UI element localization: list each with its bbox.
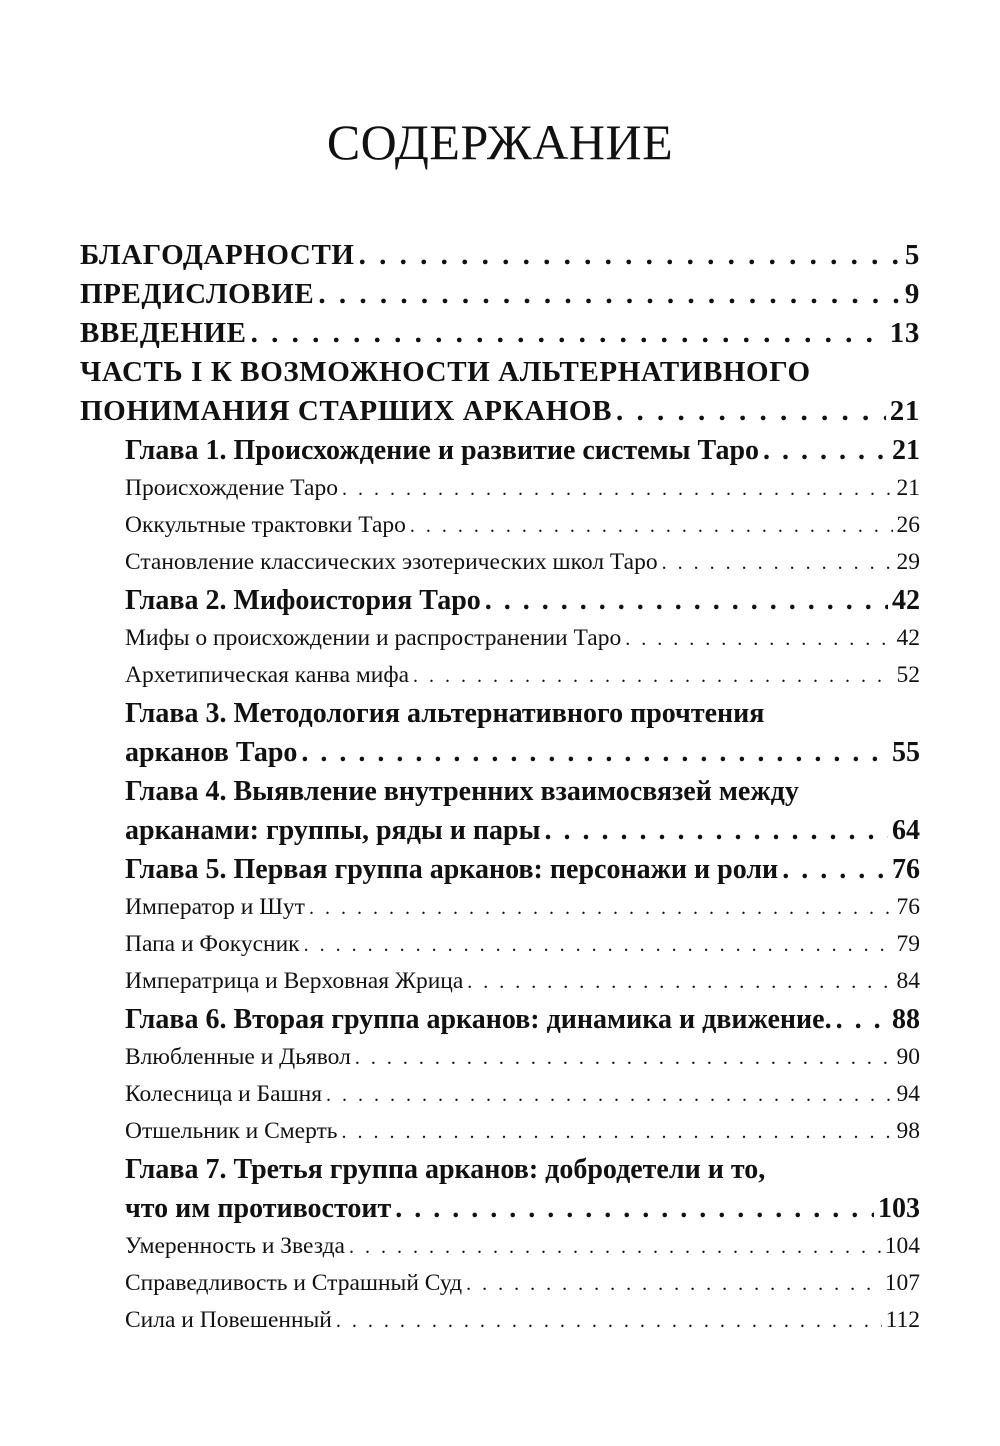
dot-leader xyxy=(410,508,893,544)
toc-entry-title: ВВЕДЕНИЕ xyxy=(80,317,247,349)
toc-entry-glava-5[interactable] xyxy=(80,850,920,889)
toc-entry-title: Глава 6. Вторая группа арканов: динамика и движение. xyxy=(125,1004,832,1035)
dot-leader xyxy=(251,314,886,353)
toc-entry-s-5-1[interactable] xyxy=(80,889,920,926)
toc-entry-blagodarnosti[interactable] xyxy=(80,236,920,275)
toc-entry-page-number: 79 xyxy=(896,931,920,957)
toc-entry-title: Справедливость и Страшный Суд xyxy=(125,1270,463,1296)
toc-entry-s-6-1[interactable] xyxy=(80,1039,920,1076)
toc-entry-title: Папа и Фокусник xyxy=(125,931,300,957)
toc-entry-page-number: 21 xyxy=(892,435,920,466)
toc-entry-title: Становление классических эзотерических школ Таро xyxy=(125,549,658,575)
dot-leader xyxy=(544,811,888,850)
toc-entry-title: Оккультные трактовки Таро xyxy=(125,512,406,538)
toc-entry-page-number: 90 xyxy=(896,1044,920,1070)
toc-entry-s-7-3[interactable] xyxy=(80,1302,920,1339)
toc-entry-s-7-1[interactable] xyxy=(80,1228,920,1265)
toc-entry-title: Императрица и Верховная Жрица xyxy=(125,968,464,994)
dot-leader xyxy=(355,1040,893,1076)
toc-entry-chast-1[interactable] xyxy=(80,353,920,431)
toc-entry-s-6-2[interactable] xyxy=(80,1076,920,1113)
toc-entry-first-line: ЧАСТЬ I К ВОЗМОЖНОСТИ АЛЬТЕРНАТИВНОГО xyxy=(80,356,811,388)
toc-entry-s-5-3[interactable] xyxy=(80,963,920,1000)
toc-entry-title: Влюбленные и Дьявол xyxy=(125,1044,351,1070)
toc-entry-page-number: 55 xyxy=(892,737,920,768)
table-of-contents xyxy=(80,236,920,1339)
toc-entry-page-number: 64 xyxy=(892,815,920,846)
toc-entry-first-line: Глава 3. Методология альтернативного прочтения xyxy=(125,698,765,729)
dot-leader xyxy=(467,964,892,1000)
dot-leader xyxy=(342,1114,893,1150)
toc-entry-s-6-3[interactable] xyxy=(80,1113,920,1150)
toc-entry-title: БЛАГОДАРНОСТИ xyxy=(80,239,355,271)
toc-entry-title: арканов Таро xyxy=(125,737,298,768)
toc-entry-title: ПОНИМАНИЯ СТАРШИХ АРКАНОВ xyxy=(80,395,613,427)
toc-entry-s-1-3[interactable] xyxy=(80,544,920,581)
toc-entry-title: Колесница и Башня xyxy=(125,1081,323,1107)
toc-entry-title: Сила и Повешенный xyxy=(125,1307,332,1333)
dot-leader xyxy=(318,275,901,314)
toc-entry-page-number: 104 xyxy=(884,1233,920,1259)
toc-entry-page-number: 88 xyxy=(892,1004,920,1035)
toc-entry-page-number: 5 xyxy=(904,239,920,271)
toc-entry-glava-6[interactable] xyxy=(80,1000,920,1039)
toc-entry-page-number: 76 xyxy=(892,854,920,885)
toc-entry-title: Мифы о происхождении и распространении Таро xyxy=(125,625,622,651)
toc-entry-title: ПРЕДИСЛОВИЕ xyxy=(80,278,315,310)
toc-entry-page-number: 76 xyxy=(896,894,920,920)
toc-entry-s-2-2[interactable] xyxy=(80,657,920,694)
toc-entry-glava-1[interactable] xyxy=(80,431,920,470)
toc-entry-glava-2[interactable] xyxy=(80,581,920,620)
dot-leader xyxy=(485,581,888,620)
dot-leader xyxy=(616,392,886,431)
page-title: СОДЕРЖАНИЕ xyxy=(326,114,674,170)
dot-leader xyxy=(625,621,892,657)
dot-leader xyxy=(466,1266,881,1302)
toc-entry-page-number: 112 xyxy=(885,1307,920,1333)
toc-entry-page-number: 84 xyxy=(896,968,920,994)
toc-entry-first-line: Глава 4. Выявление внутренних взаимосвязей между xyxy=(125,776,799,807)
toc-entry-page-number: 9 xyxy=(904,278,920,310)
toc-entry-page-number: 42 xyxy=(896,625,920,651)
toc-entry-vvedenie[interactable] xyxy=(80,314,920,353)
toc-entry-page-number: 13 xyxy=(889,317,920,349)
dot-leader xyxy=(342,471,893,507)
dot-leader xyxy=(359,236,901,275)
dot-leader xyxy=(782,850,888,889)
toc-entry-s-2-1[interactable] xyxy=(80,620,920,657)
dot-leader xyxy=(763,431,888,470)
toc-entry-first-line: Глава 7. Третья группа арканов: добродетели и то, xyxy=(125,1154,766,1185)
toc-entry-page-number: 21 xyxy=(889,395,920,427)
toc-entry-title: Происхождение Таро xyxy=(125,475,338,501)
toc-entry-s-5-2[interactable] xyxy=(80,926,920,963)
toc-entry-page-number: 26 xyxy=(896,512,920,538)
toc-entry-title: арканами: группы, ряды и пары xyxy=(125,815,541,846)
toc-entry-page-number: 107 xyxy=(884,1270,920,1296)
dot-leader xyxy=(662,545,893,581)
dot-leader xyxy=(326,1077,892,1113)
toc-entry-title: что им противостоит xyxy=(125,1193,392,1224)
toc-entry-glava-3[interactable] xyxy=(80,694,920,772)
toc-entry-s-7-2[interactable] xyxy=(80,1265,920,1302)
toc-entry-page-number: 52 xyxy=(896,662,920,688)
dot-leader xyxy=(301,733,888,772)
toc-entry-s-1-2[interactable] xyxy=(80,507,920,544)
toc-entry-page-number: 98 xyxy=(896,1118,920,1144)
dot-leader xyxy=(413,658,892,694)
dot-leader xyxy=(309,890,893,926)
toc-entry-title: Отшельник и Смерть xyxy=(125,1118,338,1144)
toc-entry-page-number: 94 xyxy=(896,1081,920,1107)
dot-leader xyxy=(304,927,893,963)
toc-entry-predislovie[interactable] xyxy=(80,275,920,314)
toc-entry-page-number: 21 xyxy=(896,475,920,501)
toc-entry-page-number: 29 xyxy=(896,549,920,575)
dot-leader xyxy=(336,1303,882,1339)
dot-leader xyxy=(395,1189,874,1228)
toc-entry-s-1-1[interactable] xyxy=(80,470,920,507)
toc-entry-title: Глава 5. Первая группа арканов: персонажи и роли xyxy=(125,854,779,885)
toc-entry-title: Умеренность и Звезда xyxy=(125,1233,345,1259)
toc-entry-title: Глава 2. Мифоистория Таро xyxy=(125,585,481,616)
toc-entry-glava-4[interactable] xyxy=(80,772,920,850)
dot-leader xyxy=(349,1229,881,1265)
toc-entry-glava-7[interactable] xyxy=(80,1150,920,1228)
toc-entry-page-number: 42 xyxy=(892,585,920,616)
toc-entry-title: Император и Шут xyxy=(125,894,305,920)
toc-entry-page-number: 103 xyxy=(878,1193,920,1224)
dot-leader xyxy=(836,1000,888,1039)
toc-entry-title: Архетипическая канва мифа xyxy=(125,662,410,688)
toc-entry-title: Глава 1. Происхождение и развитие системы Таро xyxy=(125,435,760,466)
